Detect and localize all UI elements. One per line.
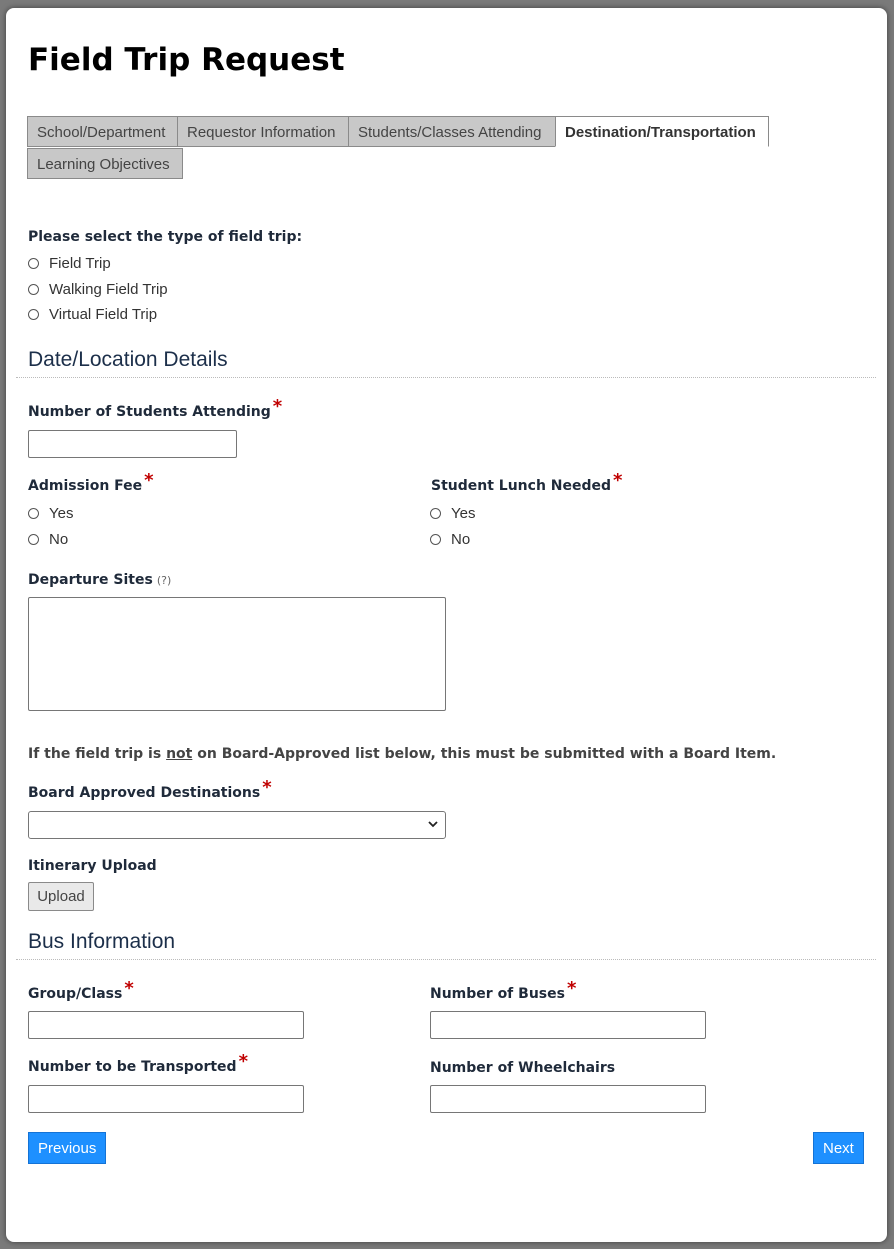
- previous-button[interactable]: Previous: [28, 1132, 106, 1164]
- radio-circle[interactable]: [28, 284, 39, 295]
- group-class-label: Group/Class *: [28, 978, 134, 1002]
- tab-destination-transportation[interactable]: Destination/Transportation: [555, 116, 769, 147]
- departure-sites-textarea[interactable]: [28, 597, 446, 711]
- section-divider: [16, 377, 876, 378]
- section-divider: [16, 959, 876, 960]
- radio-walking-field-trip[interactable]: Walking Field Trip: [28, 279, 168, 299]
- radio-circle[interactable]: [28, 534, 39, 545]
- num-wheelchairs-label: Number of Wheelchairs: [430, 1060, 616, 1076]
- num-buses-input[interactable]: [430, 1011, 706, 1039]
- section-bus-information: Bus Information: [28, 930, 176, 953]
- radio-circle[interactable]: [430, 534, 441, 545]
- num-transported-label: Number to be Transported *: [28, 1051, 248, 1075]
- num-transported-input[interactable]: [28, 1085, 304, 1113]
- tab-requestor-information[interactable]: Requestor Information: [177, 116, 349, 147]
- num-students-label: Number of Students Attending *: [28, 396, 283, 420]
- radio-admission-no[interactable]: No: [28, 529, 68, 549]
- chevron-down-icon: [427, 818, 439, 830]
- board-destinations-label: Board Approved Destinations *: [28, 777, 272, 801]
- radio-virtual-field-trip[interactable]: Virtual Field Trip: [28, 304, 157, 324]
- num-wheelchairs-input[interactable]: [430, 1085, 706, 1113]
- departure-sites-label: Departure Sites (?): [28, 572, 172, 588]
- help-link[interactable]: (?): [156, 574, 172, 587]
- radio-admission-yes[interactable]: Yes: [28, 503, 73, 523]
- num-buses-label: Number of Buses *: [430, 978, 577, 1002]
- radio-circle[interactable]: [28, 258, 39, 269]
- lunch-needed-label: Student Lunch Needed *: [431, 470, 623, 494]
- group-class-input[interactable]: [28, 1011, 304, 1039]
- itinerary-upload-label: Itinerary Upload: [28, 858, 157, 874]
- radio-circle[interactable]: [430, 508, 441, 519]
- upload-button[interactable]: Upload: [28, 882, 94, 911]
- page-title: Field Trip Request: [28, 42, 345, 78]
- next-button[interactable]: Next: [813, 1132, 864, 1164]
- tab-students-classes[interactable]: Students/Classes Attending: [348, 116, 556, 147]
- board-destinations-select[interactable]: [28, 811, 446, 839]
- admission-fee-label: Admission Fee *: [28, 470, 154, 494]
- radio-lunch-yes[interactable]: Yes: [430, 503, 475, 523]
- board-approval-note: If the field trip is not on Board-Approved list below, this must be submitted with a Board Item.: [28, 746, 777, 762]
- tab-school-department[interactable]: School/Department: [27, 116, 178, 147]
- section-date-location: Date/Location Details: [28, 348, 228, 371]
- num-students-input[interactable]: [28, 430, 237, 458]
- tab-learning-objectives[interactable]: Learning Objectives: [27, 148, 183, 179]
- radio-lunch-no[interactable]: No: [430, 529, 470, 549]
- form-card: [6, 8, 887, 1242]
- radio-circle[interactable]: [28, 309, 39, 320]
- radio-circle[interactable]: [28, 508, 39, 519]
- radio-field-trip[interactable]: Field Trip: [28, 253, 111, 273]
- trip-type-label: Please select the type of field trip:: [28, 229, 303, 245]
